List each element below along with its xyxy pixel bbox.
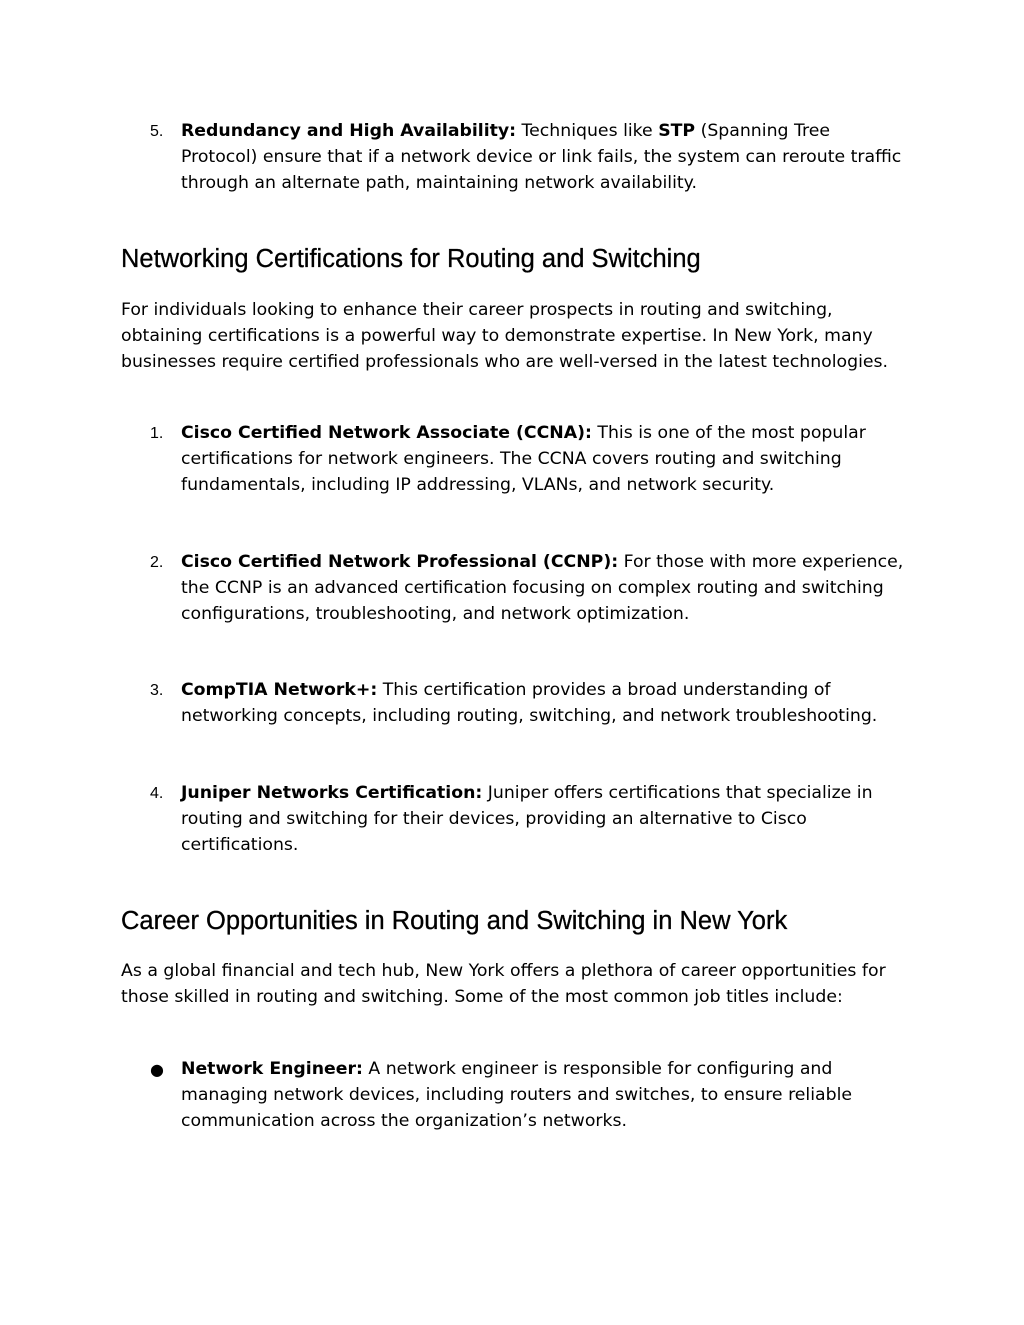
certifications-heading: Networking Certifications for Routing and Switching <box>121 245 701 273</box>
list-item-text <box>181 781 906 858</box>
list-item-body: This is one of the most popular certifications for network engineers. The CCNA covers routing and switching fundamentals, including IP addressing, VLANs, and network security. <box>181 423 866 495</box>
list-item-body: This certification provides a broad understanding of networking concepts, including routing, switching, and network troubleshooting. <box>181 680 878 726</box>
list-item-text <box>181 421 906 498</box>
list-number: 5. <box>150 123 164 140</box>
list-item-title: Juniper Networks Certification: <box>181 783 483 803</box>
list-item-text <box>181 550 906 627</box>
list-number: 2. <box>150 554 164 571</box>
certifications-intro: For individuals looking to enhance their career prospects in routing and switching, obtaining certifications is a powerful way to demonstrate expertise. In New York, many businesses require certified professionals who are well-versed in the latest technologies. <box>121 300 889 372</box>
list-item-title: CompTIA Network+: <box>181 680 378 700</box>
list-number: 1. <box>150 425 164 442</box>
list-item-text <box>181 1057 906 1134</box>
list-item-body: For those with more experience, the CCNP is an advanced certification focusing on complex routing and switching configurations, troubleshooting, and network optimization. <box>181 552 904 624</box>
list-number: 4. <box>150 785 164 802</box>
list-item-text <box>181 678 906 730</box>
list-item-title: Cisco Certified Network Associate (CCNA): <box>181 423 592 443</box>
bullet-icon: ● <box>150 1060 164 1079</box>
list-number: 3. <box>150 682 164 699</box>
careers-intro: As a global financial and tech hub, New York offers a plethora of career opportunities for those skilled in routing and switching. Some of the most common job titles include: <box>121 961 886 1007</box>
list-item-body: Techniques like <box>516 121 659 141</box>
list-item-body: Juniper offers certifications that specialize in routing and switching for their devices, providing an alternative to Cisco certifications. <box>181 783 873 855</box>
list-item-body: (Spanning Tree Protocol) ensure that if a network device or link fails, the system can reroute traffic through an alternate path, maintaining network availability. <box>181 121 902 193</box>
list-item-body: A network engineer is responsible for configuring and managing network devices, including routers and switches, to ensure reliable communication across the organization’s networks. <box>181 1059 853 1131</box>
list-item-title: Cisco Certified Network Professional (CCNP): <box>181 552 619 572</box>
list-item-title: Network Engineer: <box>181 1059 363 1079</box>
stp-term: STP <box>658 121 696 141</box>
list-item-title: Redundancy and High Availability: <box>181 121 517 141</box>
list-item-text <box>181 119 906 196</box>
careers-heading: Career Opportunities in Routing and Switching in New York <box>121 907 788 935</box>
